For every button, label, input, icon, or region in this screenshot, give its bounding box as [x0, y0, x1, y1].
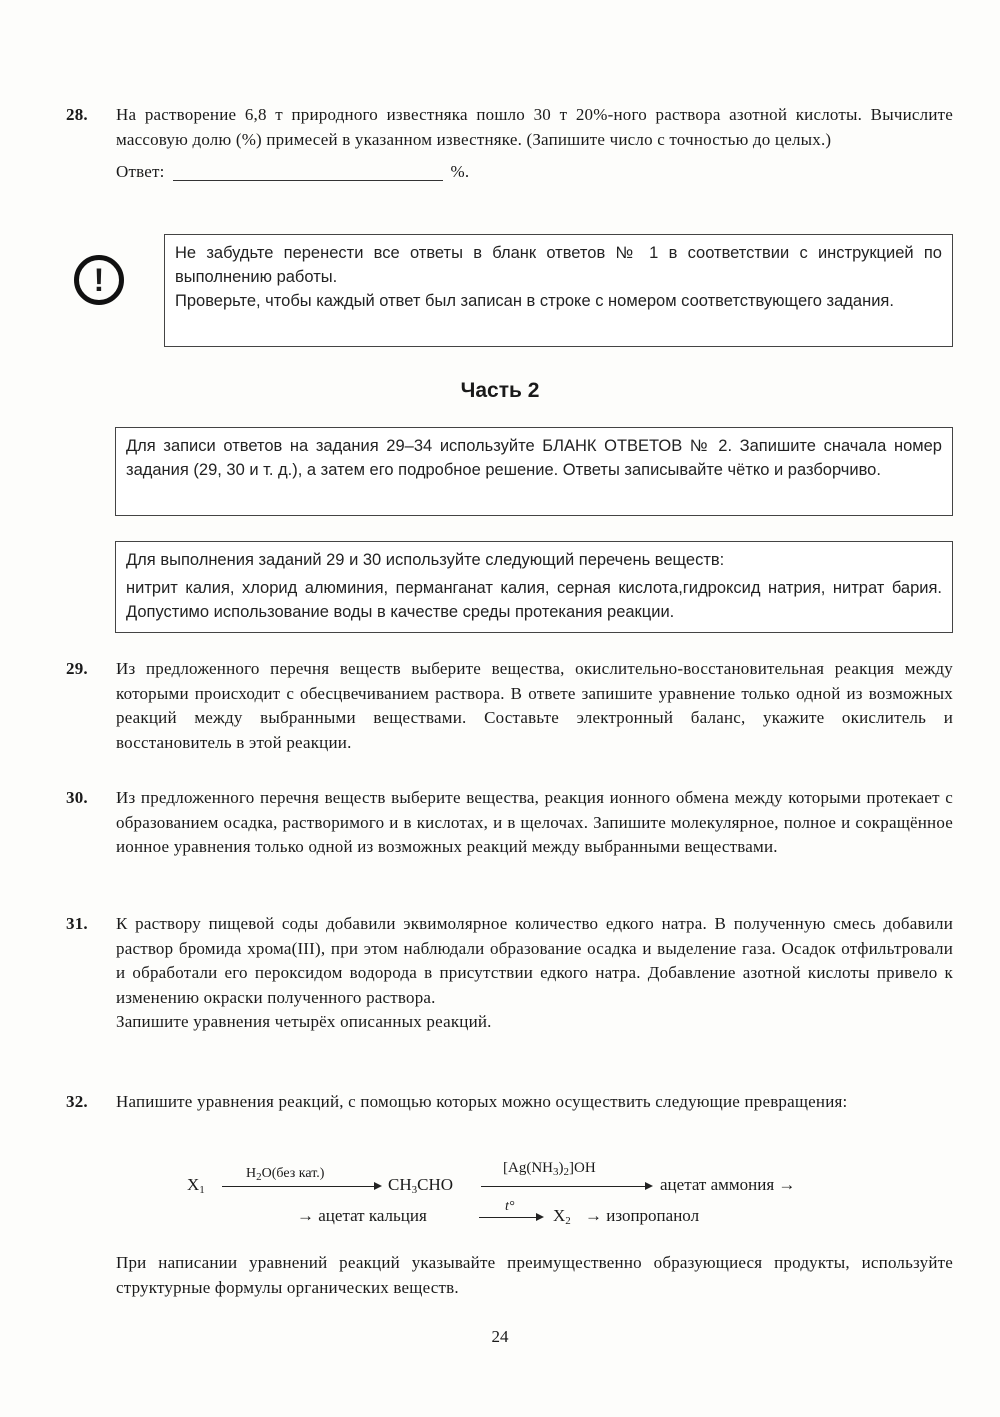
task-32-text: Напишите уравнения реакций, с помощью которых можно осуществить следующие превращения:: [116, 1092, 848, 1111]
scheme-calcium-acetate: → ацетат кальция: [297, 1206, 427, 1225]
substances-title: Для выполнения заданий 29 и 30 используйте следующий перечень веществ:: [126, 551, 725, 569]
instruction-text: Для записи ответов на задания 29–34 используйте БЛАНК ОТВЕТОВ № 2. Запишите сначала номер задания (29, 30 и т. д.), а затем его подробное решение. Ответы записывайте чётко и разборчиво.: [126, 437, 942, 479]
task-28: [66, 103, 953, 185]
task-30-text: Из предложенного перечня веществ выберите вещества, реакция ионного обмена между которыми протекает с образованием осадка, растворимого и в кислотах, и в щелочах. Запишите молекулярное, полное и сокращённое ионное уравнения только одной из возможных реакций между выбранными веществами.: [116, 788, 953, 856]
task-28-number: 28.: [66, 105, 88, 124]
task-29-text: Из предложенного перечня веществ выберите вещества, окислительно-восстановительная реакция между которыми происходит с обесцвечиванием раствора. В ответе запишите уравнение только одной из возможных реакций между выбранными веществами. Составьте электронный баланс, укажите окислитель и восстановитель в этой реакции.: [116, 659, 953, 752]
substances-box: [115, 541, 953, 633]
notice-line-1: Не забудьте перенести все ответы в бланк ответов № 1 в соответствии с инструкцией по выполнению работы.: [175, 244, 942, 286]
scheme-condition-2: $[Ag(NH_3)_2]OH$: [503, 1160, 596, 1178]
task-30: [66, 786, 953, 860]
task-31-text-2: Запишите уравнения четырёх описанных реакций.: [116, 1012, 492, 1031]
task-32-note: [66, 1251, 953, 1300]
scheme-arrow-3: [479, 1217, 542, 1218]
instruction-box: [115, 427, 953, 516]
task-30-number: 30.: [66, 788, 88, 807]
scheme-condition-1: $H_2O(без$ кат.): [246, 1166, 325, 1183]
task-29-number: 29.: [66, 659, 88, 678]
scheme-ammonium-acetate: ацетат аммония →: [660, 1175, 796, 1194]
scheme-arrow-1: [222, 1186, 380, 1187]
scheme-condition-3: t°: [505, 1199, 515, 1214]
page-number: 24: [491, 1327, 509, 1346]
task-31: [66, 912, 953, 1035]
substances-list: нитрит калия, хлорид алюминия, перманганат калия, серная кислота,гидроксид натрия, нитрат бария. Допустимо использование воды в качестве среды протекания реакции.: [126, 579, 942, 621]
notice-box: [164, 234, 953, 347]
scheme-x1: $X_1$: [187, 1175, 205, 1196]
task-32: [66, 1090, 953, 1115]
answer-field[interactable]: [173, 179, 443, 181]
task-31-number: 31.: [66, 914, 88, 933]
task-28-text: На растворение 6,8 т природного известняка пошло 30 т 20%-ного раствора азотной кислоты. Вычислите массовую долю (%) примесей в указанном известняке. (Запишите число с точностью до целых.): [116, 105, 953, 149]
scheme-x2: $X_2$: [553, 1206, 571, 1227]
scheme-acetaldehyde: $CH_3CHO$: [388, 1175, 454, 1196]
answer-unit: %.: [450, 162, 470, 181]
part-title: Часть 2: [460, 379, 540, 402]
task-32-number: 32.: [66, 1092, 88, 1111]
task-29: [66, 657, 953, 755]
scheme-isopropanol: → изопропанол: [585, 1206, 700, 1225]
scheme-arrow-2: [481, 1186, 651, 1187]
task-31-text: К раствору пищевой соды добавили эквимолярное количество едкого натра. В полученную смесь добавили раствор бромида хрома(III), при этом наблюдали образование осадка и выделение газа. Осадок отфильтровали и обработали его пероксидом водорода в присутствии едкого натра. Добавление азотной кислоты привело к изменению окраски полученного раствора.: [116, 914, 953, 1007]
task-32-note-text: При написании уравнений реакций указывайте преимущественно образующиеся продукты, используйте структурные формулы органических веществ.: [116, 1253, 953, 1297]
exclamation-circle-icon: !: [74, 255, 124, 305]
task-28-answer-line: [116, 160, 953, 185]
notice-line-2: Проверьте, чтобы каждый ответ был записан в строке с номером соответствующего задания.: [175, 292, 894, 310]
answer-label: Ответ:: [116, 162, 165, 181]
